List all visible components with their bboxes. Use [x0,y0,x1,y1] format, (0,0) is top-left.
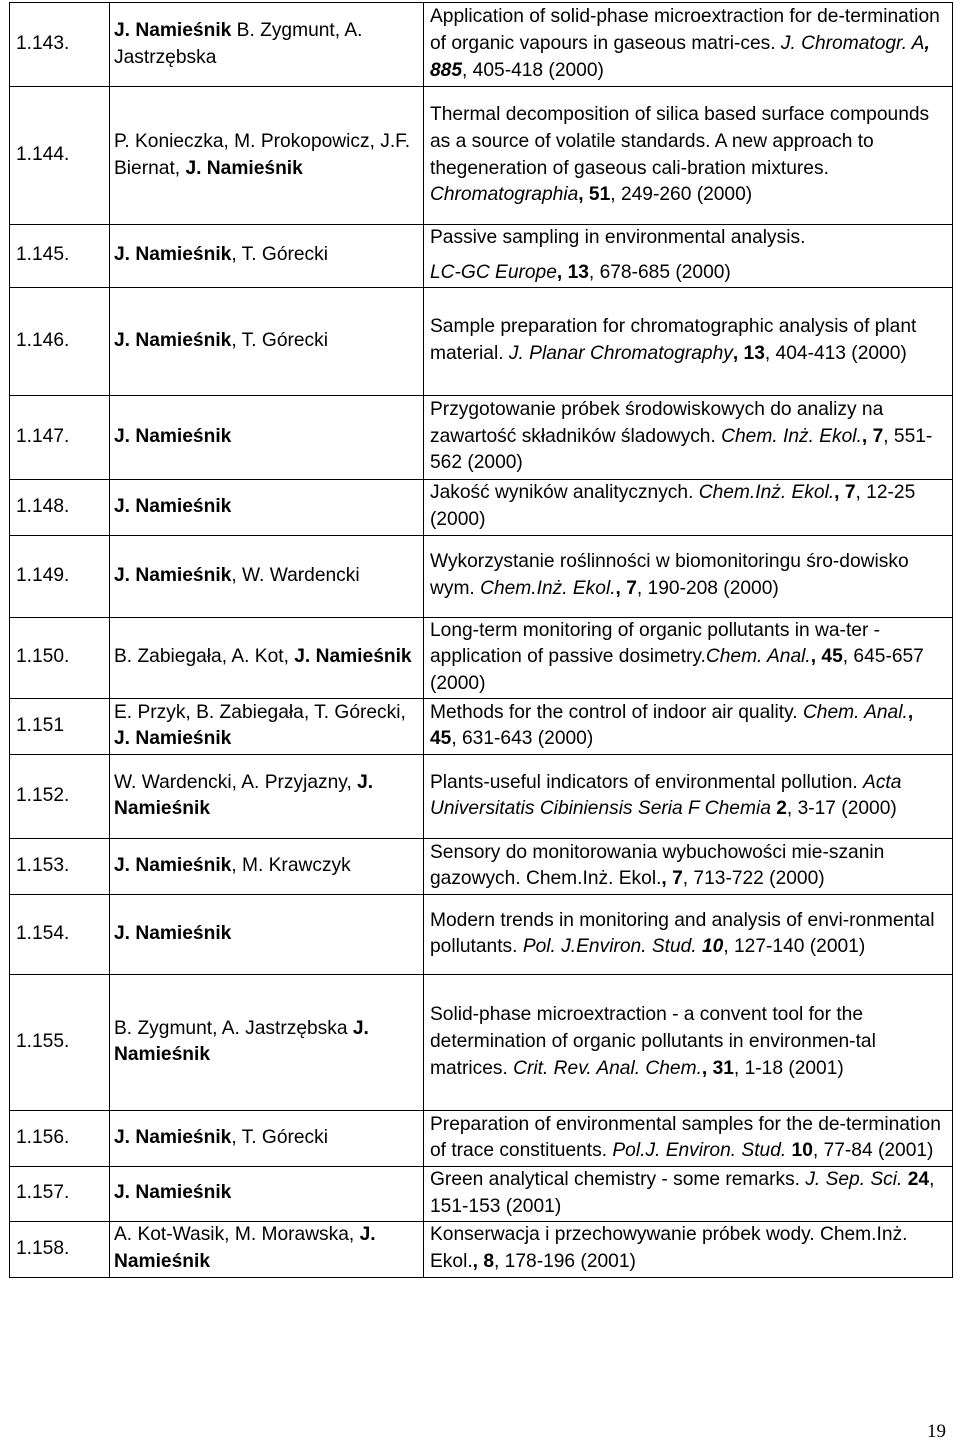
journal-name: Pol. J.Environ. Stud. [522,936,697,958]
pages-year: , 551-562 (2000) [430,425,933,474]
journal-volume: , 8 [472,1251,495,1273]
entry-citation [424,754,953,838]
journal-volume: , 45 [810,646,843,668]
journal-volume: , 13 [732,343,765,365]
entry-citation [424,1110,953,1166]
entry-number: 1.147. [10,395,110,479]
author-list: B. Zygmunt, A. Jastrzębska [114,1017,353,1039]
entry-number: 1.146. [10,287,110,395]
entry-authors [110,754,424,838]
publication-title: Jakość wyników analitycznych. [430,482,699,504]
publication-title: Preparation of environmental samples for the de-termination of trace constituents. [430,1113,941,1162]
publication-title: Thermal decomposition of silica based surface compounds as a source of volatile standards. A new approach to thegeneration of gaseous cali-bration mixtures. [430,103,930,179]
journal-volume: , 31 [701,1057,734,1079]
pages-year: , 190-208 (2000) [636,578,779,600]
entry-number: 1.154. [10,894,110,974]
pages-year: , 645-657 (2000) [430,646,924,695]
entry-authors [110,617,424,698]
publication-row [10,3,953,87]
publication-title: Green analytical chemistry - some remarks. [430,1168,806,1190]
author-list: E. Przyk, B. Zabiegała, T. Górecki, [114,701,406,723]
author-list: , T. Górecki [231,329,329,351]
author-highlight: J. Namieśnik [114,244,232,266]
author-highlight: J. Namieśnik [114,1224,376,1273]
author-highlight: J. Namieśnik [185,157,303,179]
entry-citation [424,1166,953,1221]
entry-number: 1.157. [10,1166,110,1221]
journal-volume: 10 [786,1140,813,1162]
publication-row [10,617,953,698]
entry-citation [424,535,953,617]
publication-row [10,1110,953,1166]
author-highlight: J. Namieśnik [114,1127,232,1149]
entry-authors [110,1166,424,1221]
author-list: A. Kot-Wasik, M. Morawska, [114,1224,360,1246]
entry-citation [424,894,953,974]
entry-number: 1.145. [10,225,110,288]
author-list: B. Zabiegała, A. Kot, [114,646,295,668]
entry-authors [110,894,424,974]
pages-year: , 1-18 (2001) [733,1057,844,1079]
author-highlight: J. Namieśnik [114,771,374,820]
publication-title: Long-term monitoring of organic pollutants in wa-ter - application of passive dosimetry. [430,619,881,668]
publication-title: Sample preparation for chromatographic analysis of plant material. [430,316,917,365]
journal-volume: , 885 [430,33,930,81]
pages-year: , 178-196 (2001) [494,1251,636,1273]
entry-authors [110,974,424,1110]
journal-name: J. Sep. Sci. [805,1168,903,1190]
publication-row [10,974,953,1110]
entry-citation [424,87,953,225]
entry-authors [110,535,424,617]
entry-citation [424,838,953,894]
journal-volume: 10 [696,936,724,958]
entry-number: 1.153. [10,838,110,894]
publication-title: Modern trends in monitoring and analysis of envi-ronmental pollutants. [430,909,935,958]
entry-authors [110,479,424,535]
journal-name: J. Chromatogr. A [780,33,925,55]
author-highlight: J. Namieśnik [114,564,232,586]
journal-volume: , 13 [556,261,589,283]
pages-year: , 405-418 (2000) [462,59,604,81]
publication-row [10,838,953,894]
author-list: B. Zygmunt, A. Jastrzębska [114,19,363,68]
entry-citation [424,617,953,698]
pages-year: , 12-25 (2000) [430,482,916,531]
publication-row [10,698,953,754]
publication-row [10,1166,953,1221]
entry-authors [110,838,424,894]
entry-citation [424,225,953,288]
journal-name: J. Planar Chromatography [508,343,733,365]
author-list: , T. Górecki [231,244,329,266]
journal-name: Chem. Inż. Ekol. [721,425,862,447]
entry-authors [110,225,424,288]
publications-table-body [10,3,953,1278]
author-list: W. Wardencki, A. Przyjazny, [114,771,358,793]
publication-row [10,225,953,288]
publication-title: Methods for the control of indoor air quality. [430,701,803,723]
pages-year: , 678-685 (2000) [588,261,731,283]
journal-volume: 24 [902,1168,930,1190]
entry-number: 1.150. [10,617,110,698]
entry-number: 1.156. [10,1110,110,1166]
publications-table [9,2,953,1278]
journal-name: Chem. Anal. [705,646,811,668]
entry-authors [110,3,424,87]
journal-name: Chem.Inż. Ekol. [480,578,616,600]
entry-citation [424,974,953,1110]
journal-name: Chromatographia [430,184,579,206]
entry-authors [110,1110,424,1166]
entry-authors [110,395,424,479]
publication-title: Plants-useful indicators of environmental pollution. [430,771,864,793]
entry-number: 1.148. [10,479,110,535]
pages-year: , 151-153 (2001) [430,1168,935,1217]
journal-volume: , 7 [834,482,856,504]
author-highlight: J. Namieśnik [114,425,232,447]
journal-volume: , 7 [661,868,683,890]
pages-year: , 404-413 (2000) [764,343,907,365]
journal-name: Pol.J. Environ. Stud. [612,1140,787,1162]
author-highlight: J. Namieśnik [114,329,232,351]
journal-volume: 2 [770,798,787,820]
publication-title: Sensory do monitorowania wybuchowości mie-szanin gazowych. [430,841,885,890]
journal-name: Crit. Rev. Anal. Chem. [513,1057,702,1079]
entry-citation [424,479,953,535]
publication-row [10,535,953,617]
publication-title: Solid-phase microextraction - a convent tool for the determination of organic pollutants in environmen-tal matrices. [430,1004,876,1079]
publication-row [10,479,953,535]
pages-year: , 713-722 (2000) [682,868,825,890]
author-highlight: J. Namieśnik [114,855,232,877]
author-highlight: J. Namieśnik [114,495,232,517]
entry-authors [110,87,424,225]
author-list: , M. Krawczyk [231,855,351,877]
entry-authors [110,1221,424,1277]
entry-number: 1.144. [10,87,110,225]
publication-row [10,894,953,974]
pages-year: , 77-84 (2001) [812,1140,934,1162]
journal-volume: , 7 [861,425,884,447]
journal-name: Chem.Inż. Ekol. [525,868,662,890]
publication-row [10,1221,953,1277]
publication-title: Przygotowanie próbek środowiskowych do analizy na zawartość składników śladowych. [430,398,884,447]
journal-name: Chem.Inż. Ekol. [698,482,835,504]
publication-title: Application of solid-phase microextraction for de-termination of organic vapours in gaseous matri-ces. [430,6,940,55]
author-list: P. Konieczka, M. Prokopowicz, J.F. Biernat, [114,130,411,179]
journal-volume: , 7 [615,578,637,600]
author-list: , W. Wardencki [231,564,360,586]
pages-year: , 3-17 (2000) [786,798,897,820]
publication-title: Wykorzystanie roślinności w biomonitoringu śro-dowisko wym. [430,551,909,600]
journal-name: LC-GC Europe [430,261,557,283]
pages-year: , 127-140 (2001) [723,936,866,958]
author-highlight: J. Namieśnik [114,728,232,750]
journal-name: Chem.Inż. Ekol. [430,1224,908,1273]
entry-number: 1.152. [10,754,110,838]
entry-number: 1.155. [10,974,110,1110]
author-highlight: J. Namieśnik [114,923,232,945]
publication-row [10,287,953,395]
pages-year: , 631-643 (2000) [451,728,594,750]
publication-title: Konserwacja i przechowywanie próbek wody. [430,1224,820,1246]
publication-row [10,754,953,838]
journal-volume: , 45 [430,701,914,750]
entry-citation [424,3,953,87]
entry-number: 1.143. [10,3,110,87]
author-highlight: J. Namieśnik [114,19,232,41]
entry-number: 1.151 [10,698,110,754]
author-highlight: J. Namieśnik [294,646,412,668]
journal-name: Acta Universitatis Cibiniensis Seria F Chemia [430,771,902,820]
author-highlight: J. Namieśnik [114,1182,232,1204]
entry-authors [110,698,424,754]
publication-row [10,87,953,225]
entry-citation [424,287,953,395]
entry-number: 1.149. [10,535,110,617]
publication-title: Passive sampling in environmental analysis. [430,227,806,248]
journal-name: Chem. Anal. [802,701,908,723]
author-highlight: J. Namieśnik [114,1017,369,1066]
pages-year: , 249-260 (2000) [610,184,753,206]
entry-citation [424,698,953,754]
publication-row [10,395,953,479]
author-list: , T. Górecki [231,1127,329,1149]
entry-citation [424,395,953,479]
journal-volume: , 51 [578,184,611,206]
entry-number: 1.158. [10,1221,110,1277]
entry-citation [424,1221,953,1277]
entry-authors [110,287,424,395]
page-number: 19 [927,1421,946,1442]
